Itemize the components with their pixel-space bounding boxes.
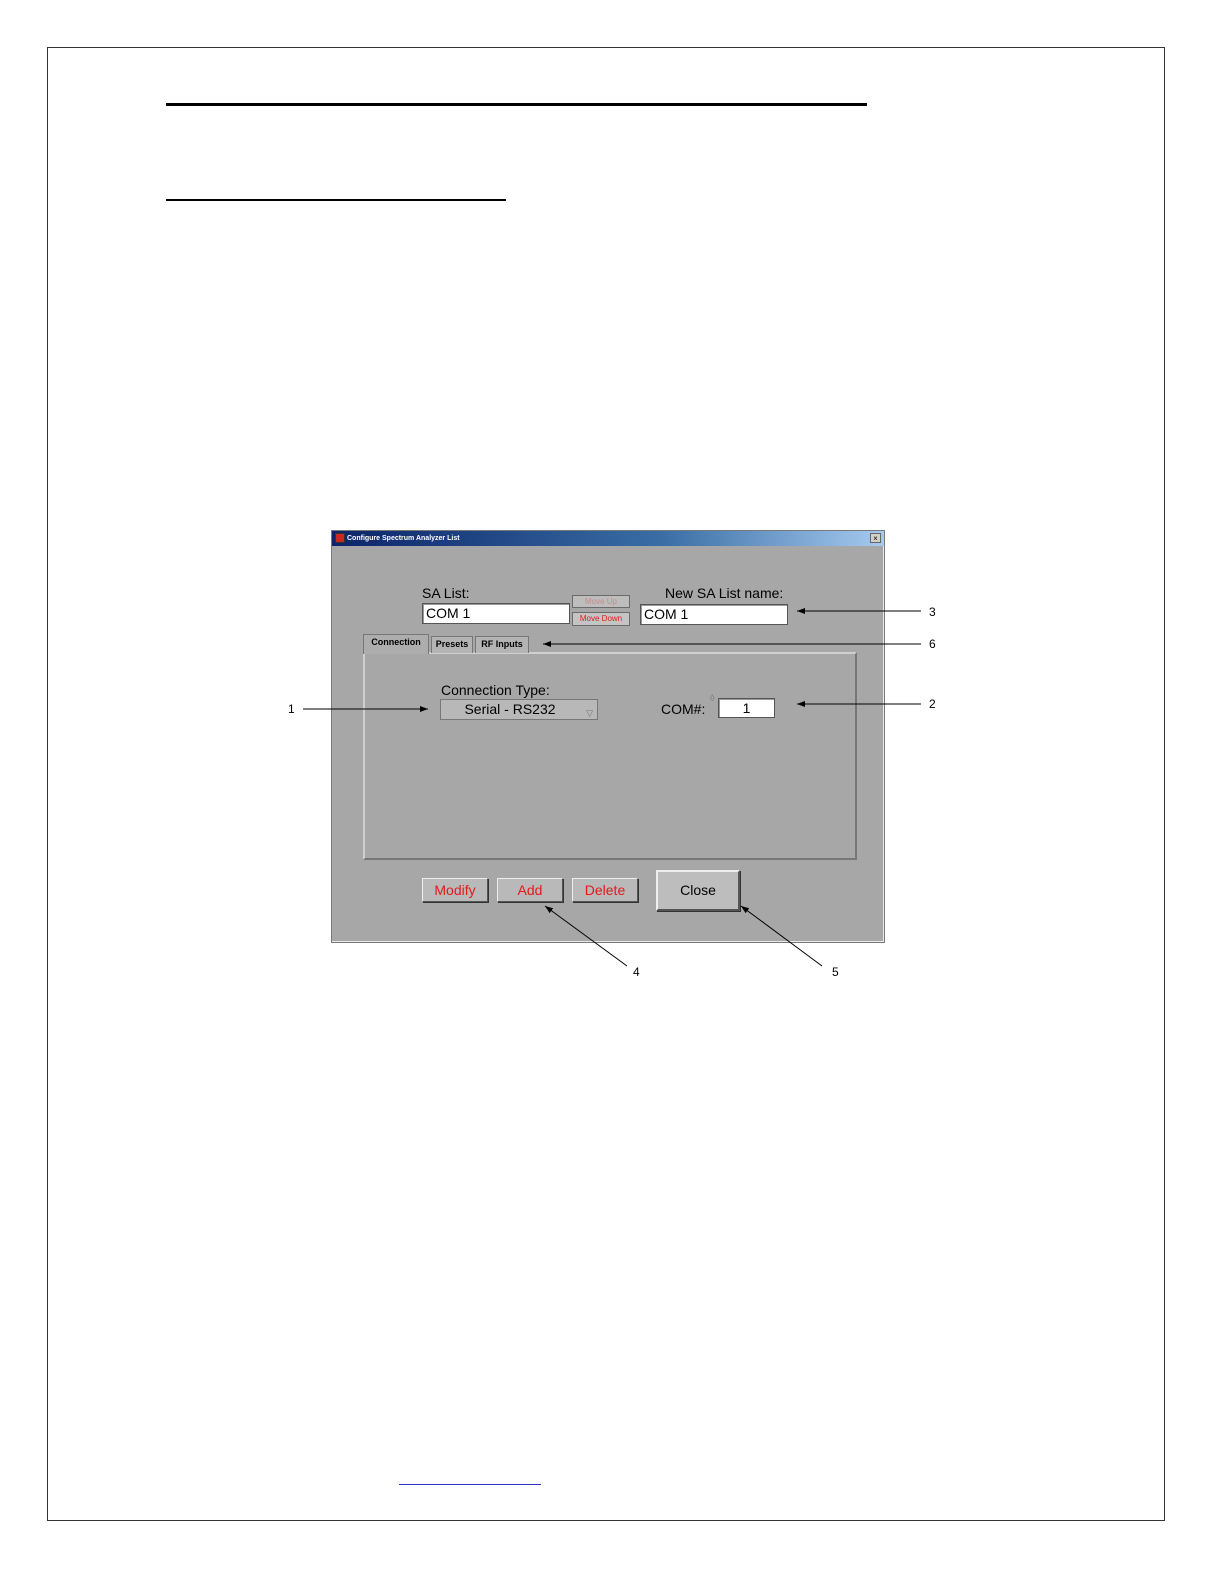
spinner-icon[interactable]: ◊ — [710, 693, 715, 703]
add-button[interactable]: Add — [497, 878, 563, 902]
callout-4-arrow — [545, 906, 627, 966]
close-button[interactable]: Close — [656, 870, 740, 911]
callout-2: 2 — [929, 697, 936, 711]
callout-5-arrow — [741, 906, 822, 966]
callout-5: 5 — [832, 965, 839, 979]
modify-button[interactable]: Modify — [422, 878, 488, 902]
callout-1: 1 — [288, 702, 295, 716]
tab-connection[interactable]: Connection — [363, 634, 429, 654]
callout-4: 4 — [633, 965, 640, 979]
com-number-label: COM#: — [661, 701, 706, 717]
delete-button[interactable]: Delete — [572, 878, 638, 902]
sa-list-label: SA List: — [422, 585, 470, 601]
tab-presets[interactable]: Presets — [431, 636, 473, 653]
new-sa-list-name-field[interactable]: COM 1 — [640, 604, 788, 625]
callout-6: 6 — [929, 637, 936, 651]
chevron-down-icon: ▽ — [586, 708, 593, 718]
sa-list-field[interactable]: COM 1 — [422, 603, 570, 624]
com-number-field[interactable]: 1 — [718, 698, 775, 718]
move-down-button[interactable]: Move Down — [572, 612, 630, 626]
tab-rf-inputs[interactable]: RF Inputs — [475, 636, 529, 653]
footer-link-underline — [399, 1484, 541, 1485]
new-sa-list-name-label: New SA List name: — [665, 585, 784, 601]
move-up-button[interactable]: Move Up — [572, 595, 630, 608]
callout-3: 3 — [929, 605, 936, 619]
close-icon[interactable]: × — [870, 533, 881, 543]
connection-type-label: Connection Type: — [441, 682, 550, 698]
connection-type-value: Serial - RS232 — [464, 701, 556, 717]
dialog-title: Configure Spectrum Analyzer List — [347, 535, 460, 542]
